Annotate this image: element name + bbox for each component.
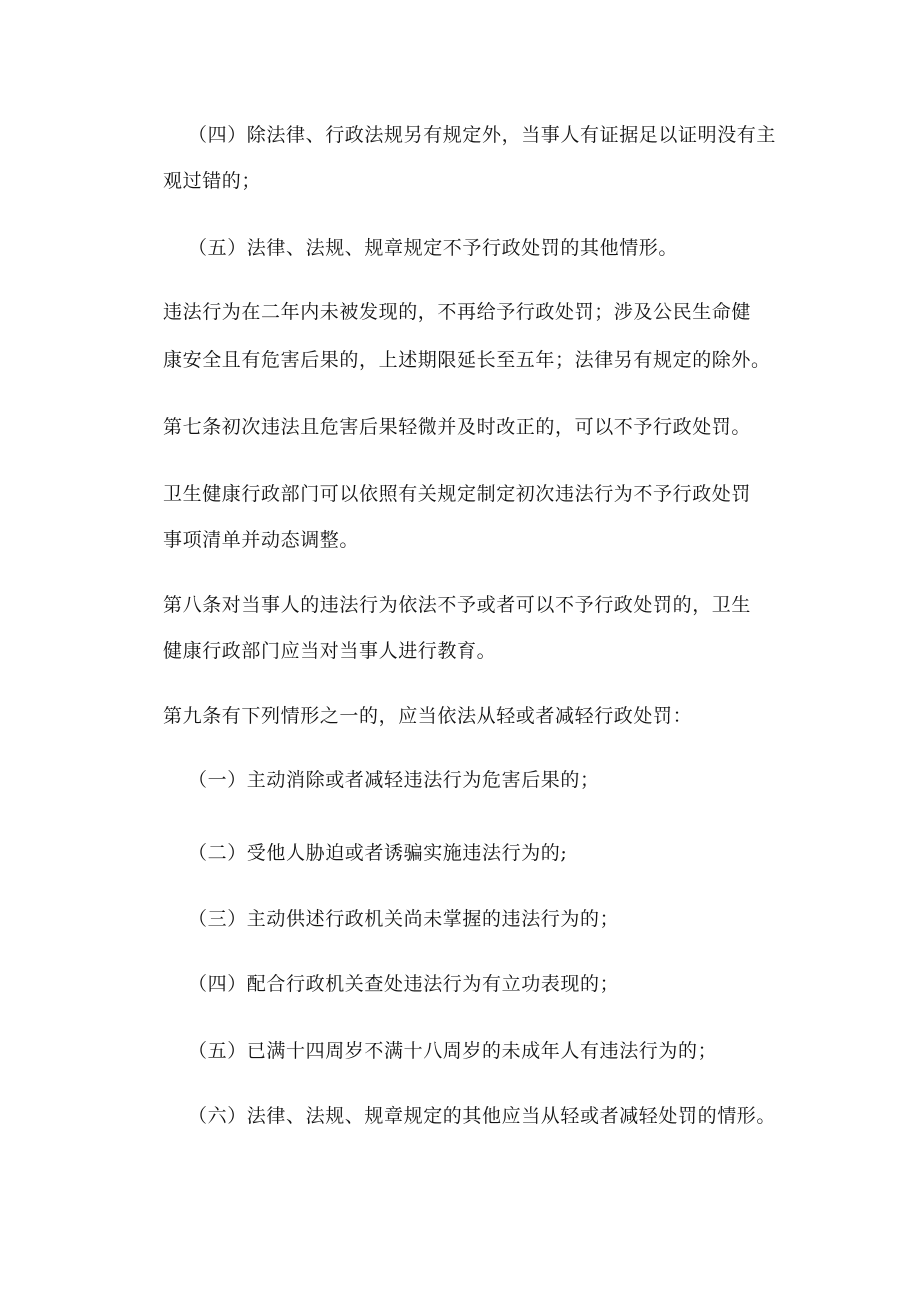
article-9-line: 第九条有下列情形之一的，应当依法从轻或者减轻行政处罚： [163, 705, 693, 727]
list-item: （四）配合行政机关查处违法行为有立功表现的； [188, 973, 620, 995]
list-item: （五）已满十四周岁不满十八周岁的未成年人有违法行为的； [188, 1040, 718, 1062]
text-line: （四）除法律、行政法规另有规定外，当事人有证据足以证明没有主 [188, 124, 777, 146]
text-line: 卫生健康行政部门可以依照有关规定制定初次违法行为不予行政处罚 [163, 483, 752, 505]
text-line: （五）法律、法规、规章规定不予行政处罚的其他情形。 [188, 237, 679, 259]
list-item: （六）法律、法规、规章规定的其他应当从轻或者减轻处罚的情形。 [188, 1105, 777, 1127]
article-8-line: 第八条对当事人的违法行为依法不予或者可以不予行政处罚的，卫生 [163, 594, 752, 616]
text-line: 康安全且有危害后果的，上述期限延长至五年；法律另有规定的除外。 [163, 349, 771, 371]
text-line: 观过错的； [163, 170, 262, 192]
text-line: 事项清单并动态调整。 [163, 529, 360, 551]
article-7-line: 第七条初次违法且危害后果轻微并及时改正的，可以不予行政处罚。 [163, 416, 752, 438]
text-line: 违法行为在二年内未被发现的，不再给予行政处罚；涉及公民生命健 [163, 301, 752, 323]
text-line: 健康行政部门应当对当事人进行教育。 [163, 640, 497, 662]
list-item: （二）受他人胁迫或者诱骗实施违法行为的; [188, 842, 568, 864]
list-item: （一）主动消除或者减轻违法行为危害后果的； [188, 769, 600, 791]
list-item: （三）主动供述行政机关尚未掌握的违法行为的； [188, 908, 620, 930]
